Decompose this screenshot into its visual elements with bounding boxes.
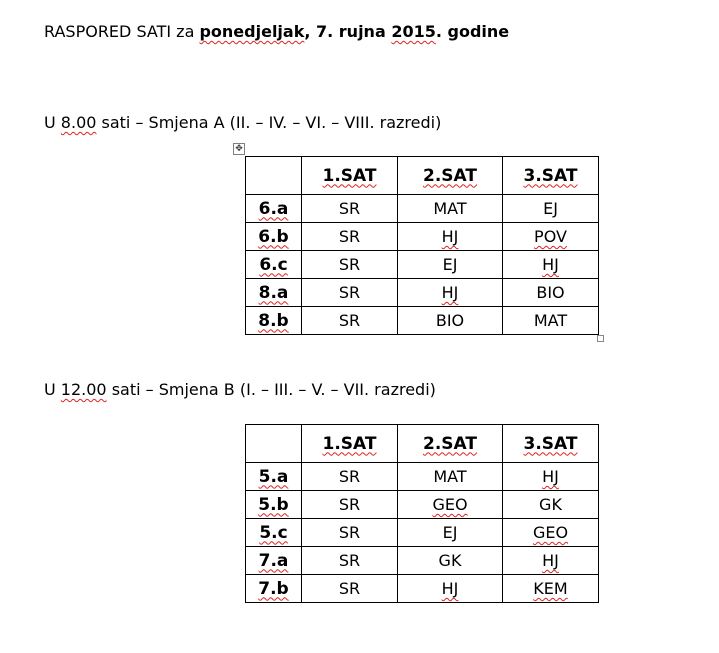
subject-cell bbox=[398, 251, 503, 279]
column-header-label: 1.SAT bbox=[322, 165, 377, 186]
subject-label: GEO bbox=[532, 523, 569, 542]
subject-cell bbox=[503, 575, 599, 603]
subject-cell bbox=[398, 463, 503, 491]
class-label: 8.b bbox=[258, 310, 289, 331]
move-handle-icon[interactable]: ✥ bbox=[233, 143, 245, 155]
class-label: 8.a bbox=[258, 282, 289, 303]
subject-label: HJ bbox=[542, 467, 559, 486]
class-label: 7.b bbox=[258, 578, 289, 599]
table-row bbox=[246, 279, 599, 307]
subject-cell bbox=[302, 251, 398, 279]
subject-cell bbox=[398, 491, 503, 519]
subject-label: SR bbox=[338, 255, 361, 274]
subject-cell bbox=[302, 463, 398, 491]
subject-cell bbox=[398, 575, 503, 603]
title-prefix: RASPORED SATI za bbox=[44, 22, 200, 41]
class-cell bbox=[246, 307, 302, 335]
subject-label: SR bbox=[338, 227, 361, 246]
subject-label: SR bbox=[338, 467, 361, 486]
subject-cell bbox=[503, 307, 599, 335]
subject-label: HJ bbox=[542, 255, 559, 274]
table-row bbox=[246, 547, 599, 575]
class-cell bbox=[246, 491, 302, 519]
title-day: ponedjeljak bbox=[199, 22, 305, 41]
subject-cell bbox=[398, 223, 503, 251]
subject-label: HJ bbox=[441, 579, 459, 598]
subject-label: SR bbox=[338, 495, 361, 514]
class-label: 5.b bbox=[258, 494, 289, 515]
subject-cell bbox=[503, 547, 599, 575]
column-header-label: 3.SAT bbox=[523, 433, 578, 454]
class-cell bbox=[246, 279, 302, 307]
subject-label: HJ bbox=[441, 227, 459, 246]
subject-cell bbox=[503, 223, 599, 251]
shift-a-heading bbox=[44, 113, 441, 132]
shift-b-heading bbox=[44, 380, 436, 399]
subject-label: HJ bbox=[542, 551, 559, 570]
table-row bbox=[246, 519, 599, 547]
subject-label: KEM bbox=[533, 579, 568, 598]
shift-a-table bbox=[245, 156, 599, 335]
class-cell bbox=[246, 195, 302, 223]
subject-cell bbox=[302, 575, 398, 603]
document-title bbox=[44, 22, 509, 41]
class-cell bbox=[246, 463, 302, 491]
subject-cell bbox=[398, 195, 503, 223]
subject-label: GK bbox=[438, 551, 462, 570]
class-label: 6.a bbox=[258, 198, 289, 219]
subject-cell bbox=[398, 519, 503, 547]
column-header-label: 2.SAT bbox=[423, 165, 477, 186]
subject-cell bbox=[302, 223, 398, 251]
table-row bbox=[246, 575, 599, 603]
subject-label: BIO bbox=[536, 283, 565, 302]
subject-label: GEO bbox=[432, 495, 468, 514]
subject-label: BIO bbox=[435, 311, 465, 330]
table-row bbox=[246, 307, 599, 335]
subject-cell bbox=[503, 491, 599, 519]
class-label: 6.b bbox=[258, 226, 289, 247]
title-suffix: . godine bbox=[435, 22, 510, 41]
class-cell bbox=[246, 575, 302, 603]
column-header bbox=[246, 157, 302, 195]
subject-cell bbox=[302, 307, 398, 335]
column-header bbox=[398, 157, 503, 195]
title-year: 2015 bbox=[391, 22, 436, 41]
shift-b-post: sati – Smjena B (I. – III. – V. – VII. razredi) bbox=[106, 380, 436, 399]
column-header-label: 1.SAT bbox=[322, 433, 377, 454]
subject-cell bbox=[503, 251, 599, 279]
column-header bbox=[302, 425, 398, 463]
subject-label: SR bbox=[338, 551, 361, 570]
subject-cell bbox=[302, 519, 398, 547]
subject-label: SR bbox=[338, 199, 361, 218]
shift-a-pre: U bbox=[44, 113, 61, 132]
subject-cell bbox=[302, 491, 398, 519]
title-sep: , 7. rujna bbox=[304, 22, 392, 41]
shift-b-table bbox=[245, 424, 599, 603]
subject-cell bbox=[503, 195, 599, 223]
subject-label: SR bbox=[338, 523, 361, 542]
column-header bbox=[503, 425, 599, 463]
table-row bbox=[246, 195, 599, 223]
class-cell bbox=[246, 251, 302, 279]
column-header bbox=[398, 425, 503, 463]
class-cell bbox=[246, 223, 302, 251]
subject-label: EJ bbox=[543, 199, 558, 218]
table-header-row bbox=[246, 157, 599, 195]
subject-cell bbox=[503, 463, 599, 491]
column-header-label: 3.SAT bbox=[523, 165, 578, 186]
table-header-row bbox=[246, 425, 599, 463]
class-label: 7.a bbox=[258, 550, 289, 571]
table-row bbox=[246, 463, 599, 491]
subject-label: SR bbox=[338, 579, 361, 598]
subject-cell bbox=[302, 195, 398, 223]
subject-label: POV bbox=[534, 227, 567, 246]
column-header bbox=[503, 157, 599, 195]
column-header bbox=[302, 157, 398, 195]
subject-label: SR bbox=[338, 311, 361, 330]
table-row bbox=[246, 251, 599, 279]
class-label: 5.a bbox=[258, 466, 289, 487]
subject-cell bbox=[503, 519, 599, 547]
subject-label: EJ bbox=[442, 255, 458, 274]
subject-label: MAT bbox=[433, 467, 467, 486]
subject-label: MAT bbox=[533, 311, 568, 330]
shift-b-pre: U bbox=[44, 380, 61, 399]
table-row bbox=[246, 223, 599, 251]
subject-label: HJ bbox=[441, 283, 459, 302]
subject-label: SR bbox=[338, 283, 361, 302]
subject-label: MAT bbox=[433, 199, 467, 218]
class-label: 5.c bbox=[259, 522, 288, 543]
column-header-label: 2.SAT bbox=[423, 433, 477, 454]
class-cell bbox=[246, 547, 302, 575]
subject-cell bbox=[302, 279, 398, 307]
shift-a-post: sati – Smjena A (II. – IV. – VI. – VIII. razredi) bbox=[96, 113, 442, 132]
class-label: 6.c bbox=[259, 254, 288, 275]
subject-cell bbox=[302, 547, 398, 575]
table-row bbox=[246, 491, 599, 519]
subject-cell bbox=[503, 279, 599, 307]
class-cell bbox=[246, 519, 302, 547]
shift-b-time: 12.00 bbox=[60, 380, 107, 399]
shift-a-time: 8.00 bbox=[60, 113, 97, 132]
subject-label: EJ bbox=[442, 523, 458, 542]
column-header bbox=[246, 425, 302, 463]
resize-handle-icon[interactable] bbox=[597, 335, 604, 342]
subject-cell bbox=[398, 279, 503, 307]
subject-cell bbox=[398, 547, 503, 575]
subject-cell bbox=[398, 307, 503, 335]
subject-label: GK bbox=[539, 495, 562, 514]
